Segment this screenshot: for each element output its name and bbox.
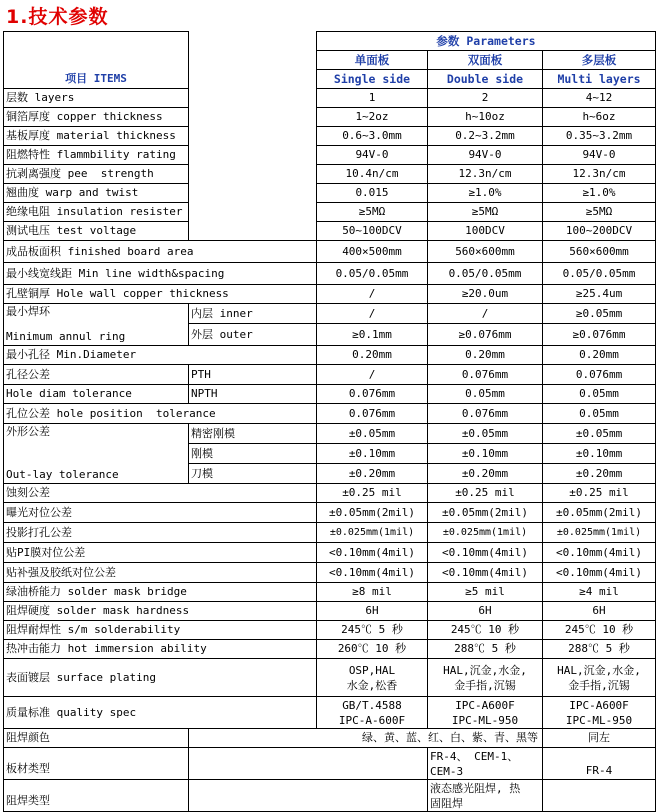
value-single: 1~2oz xyxy=(317,108,428,127)
value-single: ±0.025mm(1mil) xyxy=(317,523,428,543)
row-label: 阻焊耐焊性 s/m solderability xyxy=(4,621,317,640)
value-double: ±0.25 mil xyxy=(428,484,543,503)
value-multi: ±0.20mm xyxy=(543,464,656,484)
table-row xyxy=(4,385,656,404)
value-single: / xyxy=(317,365,428,385)
value-multi: 12.3n/cm xyxy=(543,165,656,184)
row-label: 最小线宽线距 Min line width&spacing xyxy=(4,263,317,285)
value-single: <0.10mm(4mil) xyxy=(317,563,428,583)
value-single: / xyxy=(317,285,428,304)
value-multi xyxy=(543,659,656,697)
table-row xyxy=(4,285,656,304)
value-single: / xyxy=(317,304,428,324)
value-single: 0.076mm xyxy=(317,404,428,424)
value-multi: ±0.025mm(1mil) xyxy=(543,523,656,543)
value-multi: 0.076mm xyxy=(543,365,656,385)
value-multi: 288℃ 5 秒 xyxy=(543,640,656,659)
value-multi: ±0.25 mil xyxy=(543,484,656,503)
value-double: ±0.10mm xyxy=(428,444,543,464)
value-multi xyxy=(543,697,656,729)
row-label: 铜箔厚度 copper thickness xyxy=(4,108,189,127)
table-row xyxy=(4,424,656,444)
value-double: ≥1.0% xyxy=(428,184,543,203)
value-single: ±0.20mm xyxy=(317,464,428,484)
value-double: 2 xyxy=(428,89,543,108)
row-label: 阻焊硬度 solder mask hardness xyxy=(4,602,317,621)
value-double: 288℃ 5 秒 xyxy=(428,640,543,659)
table-row xyxy=(4,108,656,127)
value-line: 液态感光阻焊, 热 xyxy=(430,781,521,795)
value-single: 6H xyxy=(317,602,428,621)
value-double: ±0.025mm(1mil) xyxy=(428,523,543,543)
row-label-en: Minimum annul ring xyxy=(4,324,189,346)
table-row xyxy=(4,543,656,563)
value-single: <0.10mm(4mil) xyxy=(317,543,428,563)
single-side-en: Single side xyxy=(317,70,428,89)
value-multi: ≥25.4um xyxy=(543,285,656,304)
value-line: 固阻焊 xyxy=(430,796,463,810)
value-multi: ≥4 mil xyxy=(543,583,656,602)
value-multi: ±0.05mm(2mil) xyxy=(543,503,656,523)
value-double: ±0.05mm(2mil) xyxy=(428,503,543,523)
value-double: ±0.05mm xyxy=(428,424,543,444)
sub-label-inner: 内层 inner xyxy=(189,304,317,324)
value-double: 0.076mm xyxy=(428,404,543,424)
value-line: 金手指,沉锡 xyxy=(568,678,630,692)
value-multi: 0.35~3.2mm xyxy=(543,127,656,146)
row-label: 曝光对位公差 xyxy=(4,503,317,523)
value-double: 0.2~3.2mm xyxy=(428,127,543,146)
value-multi: h~6oz xyxy=(543,108,656,127)
value-single: 94V-0 xyxy=(317,146,428,165)
value-single xyxy=(317,659,428,697)
value-double: 6H xyxy=(428,602,543,621)
value-multi: 0.05mm xyxy=(543,404,656,424)
value-double: h~10oz xyxy=(428,108,543,127)
value-double: 0.05/0.05mm xyxy=(428,263,543,285)
table-row xyxy=(4,729,656,748)
value-single: 1 xyxy=(317,89,428,108)
double-side-en: Double side xyxy=(428,70,543,89)
row-label: 绝缘电阻 insulation resister xyxy=(4,203,189,222)
value-double: ≥5 mil xyxy=(428,583,543,602)
value-multi: 245℃ 10 秒 xyxy=(543,621,656,640)
value-multi: ≥0.05mm xyxy=(543,304,656,324)
value-line: IPC-A-600F xyxy=(338,713,406,727)
table-row xyxy=(4,346,656,365)
sub-label-outer: 外层 outer xyxy=(189,324,317,346)
value-line: CEM-3 xyxy=(430,764,464,778)
table-row xyxy=(4,304,656,324)
spec-table xyxy=(3,31,656,812)
table-row xyxy=(4,748,656,780)
row-label: 表面镀层 surface plating xyxy=(4,659,317,697)
single-side-cn: 单面板 xyxy=(317,51,428,70)
table-row xyxy=(4,621,656,640)
value-double: ±0.20mm xyxy=(428,464,543,484)
value-double: / xyxy=(428,304,543,324)
value-multi: 94V-0 xyxy=(543,146,656,165)
row-label: 贴补强及胶纸对位公差 xyxy=(4,563,317,583)
value-double: ≥20.0um xyxy=(428,285,543,304)
value-line: IPC-A600F xyxy=(569,698,629,712)
value-line: GB/T.4588 xyxy=(342,698,402,712)
row-label: 最小孔径 Min.Diameter xyxy=(4,346,317,365)
value-line: HAL,沉金,水金, xyxy=(443,663,527,677)
table-row xyxy=(4,602,656,621)
row-label: 热冲击能力 hot immersion ability xyxy=(4,640,317,659)
value-multi: 4~12 xyxy=(543,89,656,108)
value-multi: 同左 xyxy=(543,729,656,748)
value-double: ≥0.076mm xyxy=(428,324,543,346)
value-double: 94V-0 xyxy=(428,146,543,165)
row-label: 蚀刻公差 xyxy=(4,484,317,503)
table-row xyxy=(4,444,656,464)
table-row xyxy=(4,241,656,263)
row-label: 阻焊颜色 xyxy=(4,729,189,748)
value-multi: 560×600mm xyxy=(543,241,656,263)
table-row xyxy=(4,89,656,108)
table-row xyxy=(4,484,656,503)
row-label: 板材类型 xyxy=(4,748,189,780)
value-multi: <0.10mm(4mil) xyxy=(543,543,656,563)
table-row xyxy=(4,503,656,523)
sub-label-precision-die: 精密刚模 xyxy=(189,424,317,444)
value-multi: FR-4 xyxy=(543,748,656,780)
double-side-cn: 双面板 xyxy=(428,51,543,70)
value-double: 12.3n/cm xyxy=(428,165,543,184)
value-single: 50~100DCV xyxy=(317,222,428,241)
table-row xyxy=(4,165,656,184)
value-line: IPC-ML-950 xyxy=(565,713,633,727)
value-multi: <0.10mm(4mil) xyxy=(543,563,656,583)
table-row xyxy=(4,324,656,346)
table-row xyxy=(4,464,656,484)
parameters-header: 参数 Parameters xyxy=(317,32,656,51)
row-label: 孔位公差 hole position tolerance xyxy=(4,404,317,424)
value-multi: 6H xyxy=(543,602,656,621)
row-label: 基板厚度 material thickness xyxy=(4,127,189,146)
value-single: ±0.25 mil xyxy=(317,484,428,503)
value-single: 10.4n/cm xyxy=(317,165,428,184)
sub-label-knife-die: 刀模 xyxy=(189,464,317,484)
value-multi: 0.20mm xyxy=(543,346,656,365)
value-double xyxy=(428,659,543,697)
row-label: 外形公差 xyxy=(4,424,189,444)
sub-label-steel-die: 刚模 xyxy=(189,444,317,464)
row-label: 测试电压 test voltage xyxy=(4,222,189,241)
table-row xyxy=(4,203,656,222)
value-line: IPC-ML-950 xyxy=(451,713,519,727)
value-multi: 100~200DCV xyxy=(543,222,656,241)
row-label: 贴PI膜对位公差 xyxy=(4,543,317,563)
row-label: 阻焊类型 xyxy=(4,780,189,812)
row-label: 最小焊环 xyxy=(4,304,189,324)
value-double: 560×600mm xyxy=(428,241,543,263)
table-row xyxy=(4,146,656,165)
value-single: 0.20mm xyxy=(317,346,428,365)
value-single: 0.076mm xyxy=(317,385,428,404)
value-single-double: 绿、黄、蓝、红、白、紫、青、黑等 xyxy=(189,729,543,748)
value-single: 260℃ 10 秒 xyxy=(317,640,428,659)
row-label-en: Hole diam tolerance xyxy=(4,385,189,404)
value-multi: 0.05mm xyxy=(543,385,656,404)
multi-layer-en: Multi layers xyxy=(543,70,656,89)
value-double xyxy=(428,697,543,729)
value-line: OSP,HAL xyxy=(348,663,396,677)
value-double xyxy=(428,748,543,780)
value-single: ≥8 mil xyxy=(317,583,428,602)
value-single: ±0.05mm xyxy=(317,424,428,444)
value-double: ≥5MΩ xyxy=(428,203,543,222)
value-multi: ≥5MΩ xyxy=(543,203,656,222)
table-row xyxy=(4,523,656,543)
sub-label-pth: PTH xyxy=(189,365,317,385)
value-multi: ≥1.0% xyxy=(543,184,656,203)
multi-layer-cn: 多层板 xyxy=(543,51,656,70)
row-label: 绿油桥能力 solder mask bridge xyxy=(4,583,317,602)
value-single: 0.015 xyxy=(317,184,428,203)
value-double: 100DCV xyxy=(428,222,543,241)
value-multi: ±0.05mm xyxy=(543,424,656,444)
page-title: 1.技术参数 xyxy=(6,6,109,28)
value-double: <0.10mm(4mil) xyxy=(428,563,543,583)
value-single: 0.05/0.05mm xyxy=(317,263,428,285)
value-single: 400×500mm xyxy=(317,241,428,263)
row-label: 翘曲度 warp and twist xyxy=(4,184,189,203)
sub-label-npth: NPTH xyxy=(189,385,317,404)
value-single: 245℃ 5 秒 xyxy=(317,621,428,640)
value-line: 水金,松香 xyxy=(346,678,398,692)
row-label: 质量标准 quality spec xyxy=(4,697,317,729)
table-row xyxy=(4,127,656,146)
table-row xyxy=(4,222,656,241)
table-row xyxy=(4,404,656,424)
row-label: 投影打孔公差 xyxy=(4,523,317,543)
row-label: 层数 layers xyxy=(4,89,189,108)
value-line: 金手指,沉锡 xyxy=(454,678,516,692)
value-multi: 0.05/0.05mm xyxy=(543,263,656,285)
value-line: IPC-A600F xyxy=(455,698,515,712)
value-single xyxy=(317,697,428,729)
table-row xyxy=(4,563,656,583)
table-row xyxy=(4,697,656,729)
value-double: 0.20mm xyxy=(428,346,543,365)
row-label: 孔径公差 xyxy=(4,365,189,385)
value-single: 0.6~3.0mm xyxy=(317,127,428,146)
value-single: ±0.10mm xyxy=(317,444,428,464)
value-single: ≥0.1mm xyxy=(317,324,428,346)
value-multi: ≥0.076mm xyxy=(543,324,656,346)
value-double: <0.10mm(4mil) xyxy=(428,543,543,563)
row-label-en: Out-lay tolerance xyxy=(4,464,189,484)
table-row xyxy=(4,365,656,385)
value-line: FR-4、 CEM-1、 xyxy=(430,749,519,763)
table-row xyxy=(4,659,656,697)
table-row xyxy=(4,583,656,602)
row-label: 阻燃特性 flammbility rating xyxy=(4,146,189,165)
table-row xyxy=(4,640,656,659)
value-line: HAL,沉金,水金, xyxy=(557,663,641,677)
value-double: 0.05mm xyxy=(428,385,543,404)
row-label: 孔壁铜厚 Hole wall copper thickness xyxy=(4,285,317,304)
value-double: 0.076mm xyxy=(428,365,543,385)
row-label: 成品板面积 finished board area xyxy=(4,241,317,263)
value-double: 245℃ 10 秒 xyxy=(428,621,543,640)
value-single: ≥5MΩ xyxy=(317,203,428,222)
items-header: 项目 ITEMS xyxy=(4,32,189,89)
value-single: ±0.05mm(2mil) xyxy=(317,503,428,523)
row-label: 抗剥离强度 pee strength xyxy=(4,165,189,184)
table-row xyxy=(4,263,656,285)
table-row xyxy=(4,184,656,203)
value-multi: ±0.10mm xyxy=(543,444,656,464)
